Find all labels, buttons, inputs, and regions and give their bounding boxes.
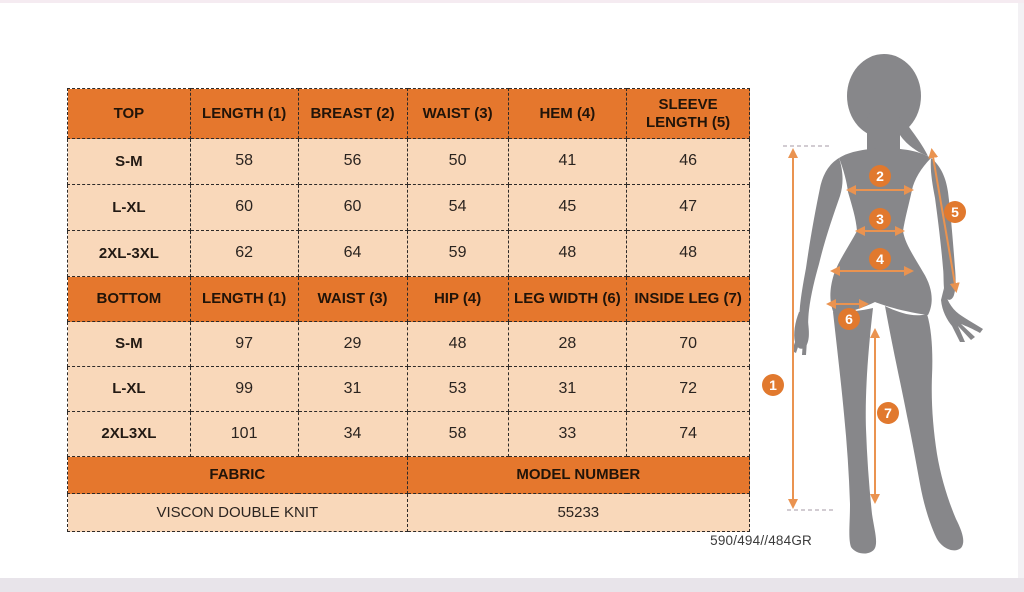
measurement-cell: 60 [298, 185, 407, 231]
table-row [68, 185, 750, 231]
table-row [68, 412, 750, 457]
style-code: 590/494//484GR [710, 533, 812, 548]
measurement-cell: 48 [627, 231, 750, 277]
table-row [68, 322, 750, 367]
measurement-cell: 62 [190, 231, 298, 277]
header-fabric: FABRIC [68, 457, 408, 494]
size-label: S-M [68, 322, 191, 367]
bottom-section-header-row [68, 277, 750, 322]
measurement-cell: 48 [508, 231, 627, 277]
model-number-value: 55233 [407, 494, 749, 532]
measurement-cell: 50 [407, 139, 508, 185]
measurement-cell: 97 [190, 322, 298, 367]
measurement-cell: 54 [407, 185, 508, 231]
info-value-row [68, 494, 750, 532]
measurement-cell: 31 [298, 367, 407, 412]
header-leg-width: LEG WIDTH (6) [508, 277, 627, 322]
table-row [68, 367, 750, 412]
measurement-cell: 58 [407, 412, 508, 457]
measurement-figure [755, 20, 1015, 580]
measurement-cell: 101 [190, 412, 298, 457]
header-model-number: MODEL NUMBER [407, 457, 749, 494]
header-length: LENGTH (1) [190, 277, 298, 322]
header-bottom: BOTTOM [68, 277, 191, 322]
table-row [68, 139, 750, 185]
measurement-cell: 72 [627, 367, 750, 412]
right-border-strip [1018, 3, 1024, 578]
header-length: LENGTH (1) [190, 89, 298, 139]
right-leg-shape [885, 306, 963, 550]
header-inside-leg: INSIDE LEG (7) [627, 277, 750, 322]
size-label: 2XL-3XL [68, 231, 191, 277]
measure-marker-6 [838, 308, 860, 330]
size-chart-table [67, 88, 750, 532]
svg-text:3: 3 [876, 211, 884, 227]
svg-text:1: 1 [769, 377, 777, 393]
header-hem: HEM (4) [508, 89, 627, 139]
right-arm-shape [931, 158, 956, 300]
measurement-cell: 34 [298, 412, 407, 457]
measurement-cell: 60 [190, 185, 298, 231]
measurement-cell: 53 [407, 367, 508, 412]
header-waist: WAIST (3) [298, 277, 407, 322]
measurement-cell: 45 [508, 185, 627, 231]
bottom-border-strip [0, 578, 1024, 592]
header-top: TOP [68, 89, 191, 139]
header-breast: BREAST (2) [298, 89, 407, 139]
measurement-cell: 56 [298, 139, 407, 185]
info-header-row [68, 457, 750, 494]
measurement-cell: 48 [407, 322, 508, 367]
svg-text:6: 6 [845, 311, 853, 327]
header-sleeve-length: SLEEVE LENGTH (5) [627, 89, 750, 139]
measurement-cell: 33 [508, 412, 627, 457]
female-figure-silhouette [792, 54, 983, 554]
left-leg-shape [833, 308, 876, 554]
measurement-cell: 31 [508, 367, 627, 412]
measure-marker-3 [869, 208, 891, 230]
measure-marker-4 [869, 248, 891, 270]
table-row [68, 231, 750, 277]
measurement-cell: 29 [298, 322, 407, 367]
measurement-cell: 46 [627, 139, 750, 185]
top-section-header-row [68, 89, 750, 139]
size-label: S-M [68, 139, 191, 185]
measurement-cell: 64 [298, 231, 407, 277]
measurement-cell: 99 [190, 367, 298, 412]
measure-marker-7 [877, 402, 899, 424]
svg-text:2: 2 [876, 168, 884, 184]
measurement-cell: 28 [508, 322, 627, 367]
size-label: L-XL [68, 185, 191, 231]
svg-text:5: 5 [951, 204, 959, 220]
svg-text:7: 7 [884, 405, 892, 421]
header-waist: WAIST (3) [407, 89, 508, 139]
measurement-cell: 70 [627, 322, 750, 367]
measure-marker-2 [869, 165, 891, 187]
measurement-cell: 41 [508, 139, 627, 185]
measurement-cell: 59 [407, 231, 508, 277]
header-hip: HIP (4) [407, 277, 508, 322]
size-label: 2XL3XL [68, 412, 191, 457]
fabric-value: VISCON DOUBLE KNIT [68, 494, 408, 532]
measurement-cell: 58 [190, 139, 298, 185]
svg-text:4: 4 [876, 251, 884, 267]
measure-marker-1 [762, 374, 784, 396]
top-border-line [0, 0, 1024, 3]
measurement-cell: 74 [627, 412, 750, 457]
measure-marker-5 [944, 201, 966, 223]
size-label: L-XL [68, 367, 191, 412]
measurement-cell: 47 [627, 185, 750, 231]
